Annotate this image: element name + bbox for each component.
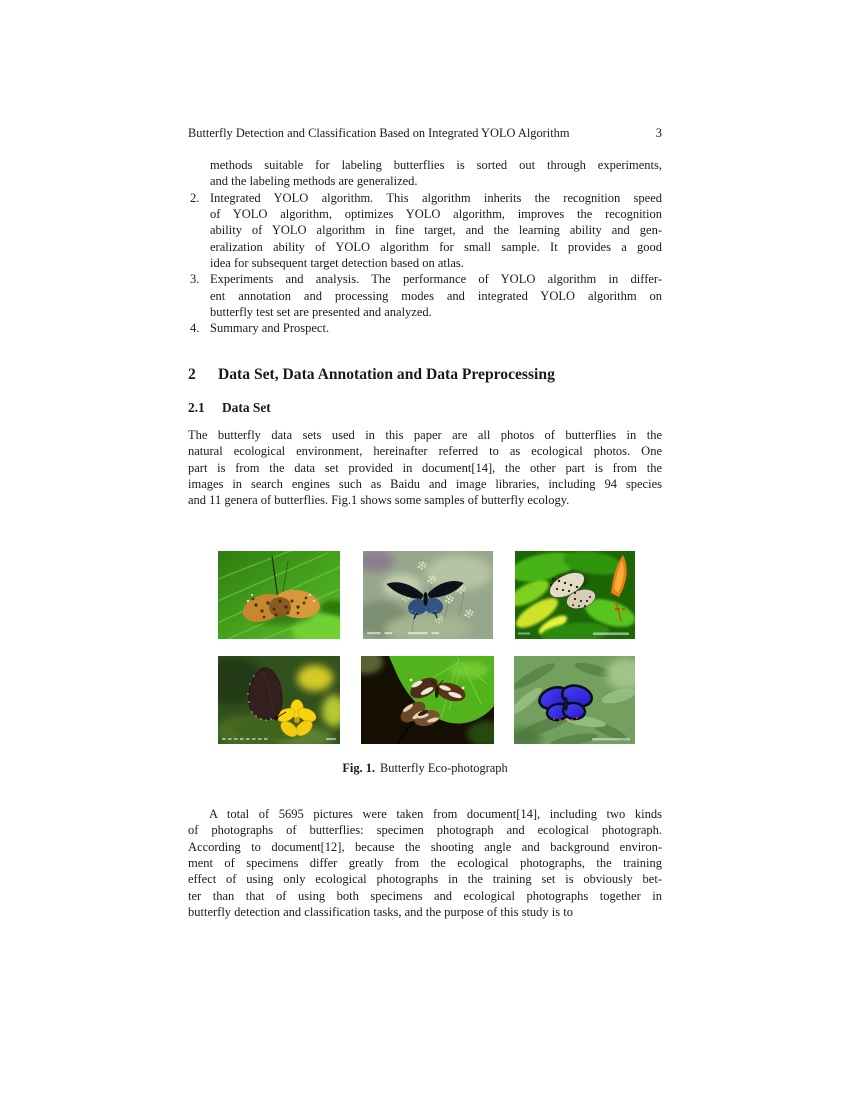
text-line: ent annotation and processing modes and integrated YOLO algorithm on — [210, 288, 662, 303]
figure-caption-text: Butterfly Eco-photograph — [380, 761, 508, 775]
subsection-heading — [188, 400, 662, 416]
list-item-number: 4. — [190, 321, 200, 336]
butterfly-photo-illustration — [361, 656, 494, 744]
text-line: natural ecological environment, hereinafter referred to as ecological photos. One — [188, 444, 662, 459]
text-line: of photographs of butterflies: specimen photograph and ecological photograph. — [188, 823, 662, 838]
subsection-number: 2.1 — [188, 400, 205, 415]
photo-blue-butterfly-fern — [514, 656, 635, 744]
section-title: Data Set, Data Annotation and Data Preprocessing — [218, 366, 555, 383]
figure-caption — [188, 761, 662, 776]
text-line: Integrated YOLO algorithm. This algorithm inherits the recognition speed — [210, 190, 662, 205]
text-line: idea for subsequent target detection based on atlas. — [210, 256, 464, 271]
text-line: part is from the data set provided in document[14], the other part is from the — [188, 460, 662, 475]
photo-blue-black-butterfly-flowers — [363, 551, 493, 639]
text-line: The butterfly data sets used in this paper are all photos of butterflies in the — [188, 428, 662, 442]
running-head — [188, 126, 662, 140]
running-head-title: Butterfly Detection and Classification Based on Integrated YOLO Algorithm — [188, 126, 570, 140]
list-item — [188, 190, 662, 272]
section-number: 2 — [188, 366, 196, 383]
text-line: and 11 genera of butterflies. Fig.1 shows some samples of butterfly ecology. — [188, 493, 570, 508]
text-line: ability of YOLO algorithm in fine target, and the learning ability and gen- — [210, 223, 662, 238]
butterfly-photo-illustration — [218, 551, 340, 639]
list-item-number: 2. — [190, 190, 200, 205]
butterfly-photo-illustration — [363, 551, 493, 639]
list-item — [188, 320, 662, 336]
photo-painted-lady-on-leaf — [218, 551, 340, 639]
text-line: According to document[12], because the shooting angle and background environ- — [188, 839, 662, 854]
butterfly-photo-illustration — [514, 656, 635, 744]
butterfly-photo-illustration — [218, 656, 340, 744]
text-line: effect of using only ecological photographs in the training set is obviously bet- — [188, 872, 662, 887]
text-line: Experiments and analysis. The performance of YOLO algorithm in differ- — [210, 272, 662, 287]
text-line: ter than that of using both specimens and ecological photographs together in — [188, 888, 662, 903]
text-line: A total of 5695 pictures were taken from document[14], including two kinds — [209, 807, 662, 821]
list-item — [188, 157, 662, 190]
text-line: butterfly test set are presented and analyzed. — [210, 305, 432, 320]
contributions-list — [188, 157, 662, 337]
list-item-number: 3. — [190, 272, 200, 287]
page-number: 3 — [655, 126, 662, 140]
photo-brown-butterfly-yellow-flower — [218, 656, 340, 744]
butterfly-photo-illustration — [515, 551, 635, 639]
text-line: butterfly detection and classification tasks, and the purpose of this study is to — [188, 905, 573, 920]
subsection-title: Data Set — [222, 400, 271, 415]
paragraph-dataset — [188, 427, 662, 509]
text-line: Summary and Prospect. — [210, 321, 330, 336]
text-line: of YOLO algorithm, optimizes YOLO algorithm, improves the recognition — [210, 207, 662, 222]
text-line: ment of specimens differ greatly from the ecological photographs, the training — [188, 856, 662, 871]
text-line: images in search engines such as Baidu and image libraries, including 94 species — [188, 477, 662, 492]
photo-striped-butterflies-pair — [361, 656, 494, 744]
text-line: and the labeling methods are generalized. — [210, 174, 418, 189]
figure-caption-label: Fig. 1. — [342, 761, 376, 775]
paragraph-pictures — [188, 806, 662, 920]
list-item — [188, 271, 662, 320]
section-heading — [188, 366, 662, 384]
text-line: methods suitable for labeling butterflies is sorted out through experiments, — [210, 158, 662, 172]
photo-checkered-butterfly-leaves — [515, 551, 635, 639]
text-line: eralization ability of YOLO algorithm for small sample. It provides a good — [210, 239, 662, 254]
